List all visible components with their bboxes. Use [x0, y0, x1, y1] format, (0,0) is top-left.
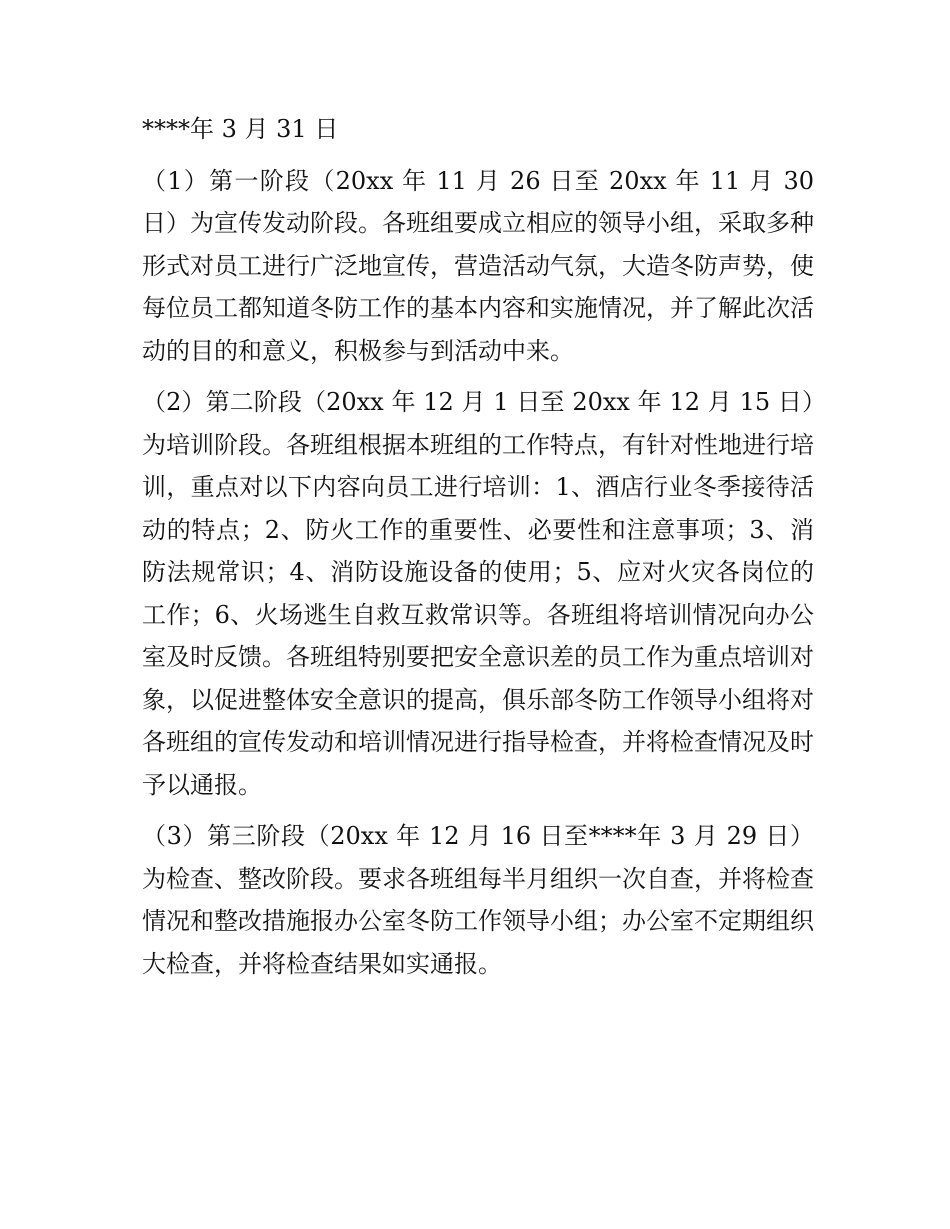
paragraph-stage-1: （1）第一阶段（20xx 年 11 月 26 日至 20xx 年 11 月 30 日）为宣传发动阶段。各班组要成立相应的领导小组，采取多种形式对员工进行广泛地宣传，营造活动气氛，大造冬防声势，使每位员工都知道冬防工作的基本内容和实施情况，并了解此次活动的目的和意义，积极参与到活动中来。: [142, 166, 814, 365]
date-line: ****年 3 月 31 日: [142, 115, 339, 143]
document-body: [142, 108, 814, 994]
paragraph-stage-2: （2）第二阶段（20xx 年 12 月 1 日至 20xx 年 12 月 15 日）为培训阶段。各班组根据本班组的工作特点，有针对性地进行培训，重点对以下内容向员工进行培训：1、酒店行业冬季接待活动的特点；2、防火工作的重要性、必要性和注意事项；3、消防法规常识；4、消防设施设备的使用；5、应对火灾各岗位的工作；6、火场逃生自救互救常识等。各班组将培训情况向办公室及时反馈。各班组特别要把安全意识差的员工作为重点培训对象，以促进整体安全意识的提高，俱乐部冬防工作领导小组将对各班组的宣传发动和培训情况进行指导检查，并将检查情况及时予以通报。: [142, 388, 814, 799]
paragraph-stage-3: （3）第三阶段（20xx 年 12 月 16 日至****年 3 月 29 日）为检查、整改阶段。要求各班组每半月组织一次自查，并将检查情况和整改措施报办公室冬防工作领导小组；办公室不定期组织大检查，并将检查结果如实通报。: [142, 822, 814, 978]
